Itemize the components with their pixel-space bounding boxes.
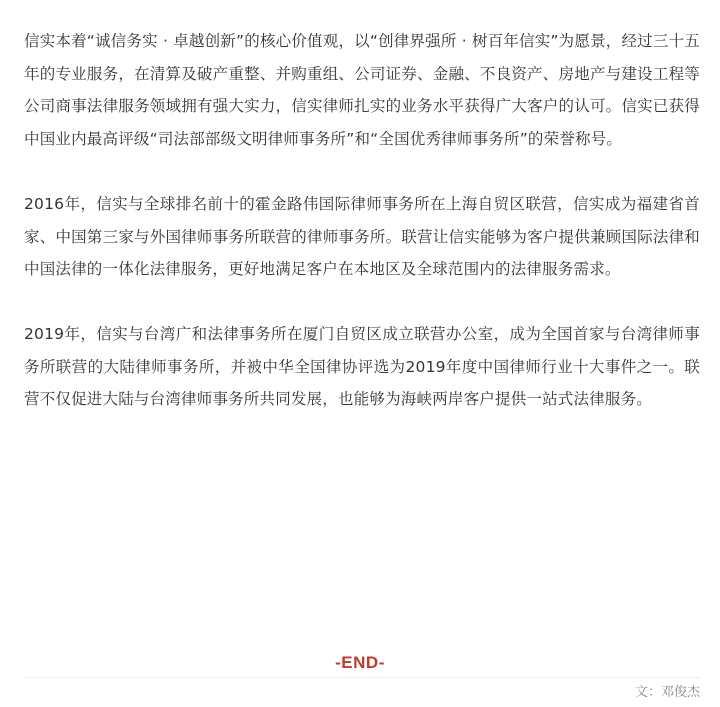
paragraph-2019: 2019年，信实与台湾广和法律事务所在厦门自贸区成立联营办公室，成为全国首家与台湾律师事务所联营的大陆律师事务所，并被中华全国律协评选为2019年度中国律师行业十大事件之一。联营不仅促进大陆与台湾律师事务所共同发展，也能够为海峡两岸客户提供一站式法律服务。 [24,324,700,409]
paragraph-intro: 信实本着“诚信务实 · 卓越创新”的核心价值观，以“创律界强所 · 树百年信实”为愿景，经过三十五年的专业服务，在清算及破产重整、并购重组、公司证券、金融、不良资产、房地产与建设工程等公司商事法律服务领域拥有强大实力，信实律师扎实的业务水平获得广大客户的认可。信实已获得中国业内最高评级“司法部部级文明律师事务所”和“全国优秀律师事务所”的荣誉称号。 [24,32,700,149]
author-byline: 文：邓俊杰 [634,685,700,700]
divider [24,677,700,678]
end-mark: -END- [335,653,385,672]
paragraph-2016: 2016年，信实与全球排名前十的霍金路伟国际律师事务所在上海自贸区联营，信实成为福建省首家、中国第三家与外国律师事务所联营的律师事务所。联营让信实能够为客户提供兼顾国际法律和中国法律的一体化法律服务，更好地满足客户在本地区及全球范围内的法律服务需求。 [24,194,700,279]
article-body [24,25,700,416]
